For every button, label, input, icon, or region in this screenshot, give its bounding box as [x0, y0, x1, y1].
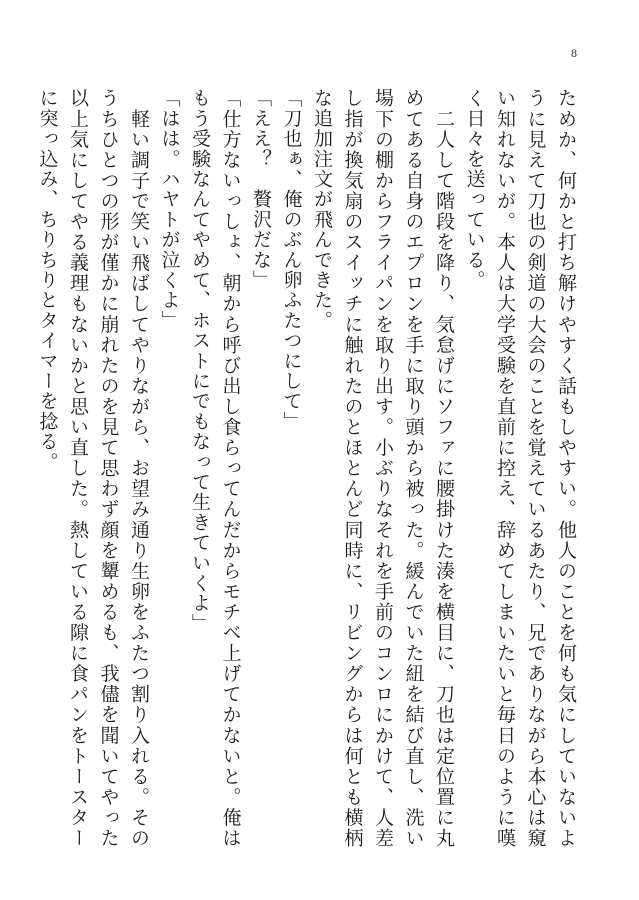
dialogue-line: 「ええ？ 贅沢だな」: [250, 88, 272, 290]
dialogue-line: 「はは。ハヤトが泣くよ」: [158, 88, 181, 331]
paragraph: ためか、何かと打ち解けやすく話もしやすい。他人のことを何も気にしていないように見えて刀也の剣道の大会のことを覚えているあたり、兄でありながら本心は窺い知れないが。本人は大学受験を直前に控え、辞めてしまいたいと毎日のように嘆く日々を送っている。: [463, 88, 577, 848]
paragraph: 二人して階段を降り、気怠げにソファに腰掛けた湊を横目に、刀也は定位置に丸めてある自身のエプロンを手に取り頭から被った。緩んでいた紐を結び直し、洗い場下の棚からフライパンを取り出す。小ぶりなそれを手前のコンロにかけて、人差し指が換気扇のスイッチに触れたのとほとんど同時に、リビングからは何とも横柄な追加注文が飛んできた。: [311, 88, 455, 848]
page-number: 8: [571, 46, 577, 60]
paragraph: 軽い調子で笑い飛ばしてやりながら、お望み通り生卵をふたつ割り入れる。そのうちひとつの形が僅かに崩れたのを見て思わず顔を顰めるも、我儘を聞いてやった以上気にしてやる義理もないかと思い直した。熱している隙に食パンをトースターに突っ込み、ちりちりとタイマーを捻る。: [36, 88, 150, 848]
vertical-text-body: [36, 88, 581, 848]
dialogue-line: 「刀也ぁ、俺のぶん卵ふたつにして」: [280, 88, 303, 432]
dialogue-line: 「仕方ないっしょ、朝から呼び出し食らってんだからモチベ上げてかないと。俺はもう受験なんてやめて、ホストにでもなって生きていくよ」: [189, 88, 242, 848]
